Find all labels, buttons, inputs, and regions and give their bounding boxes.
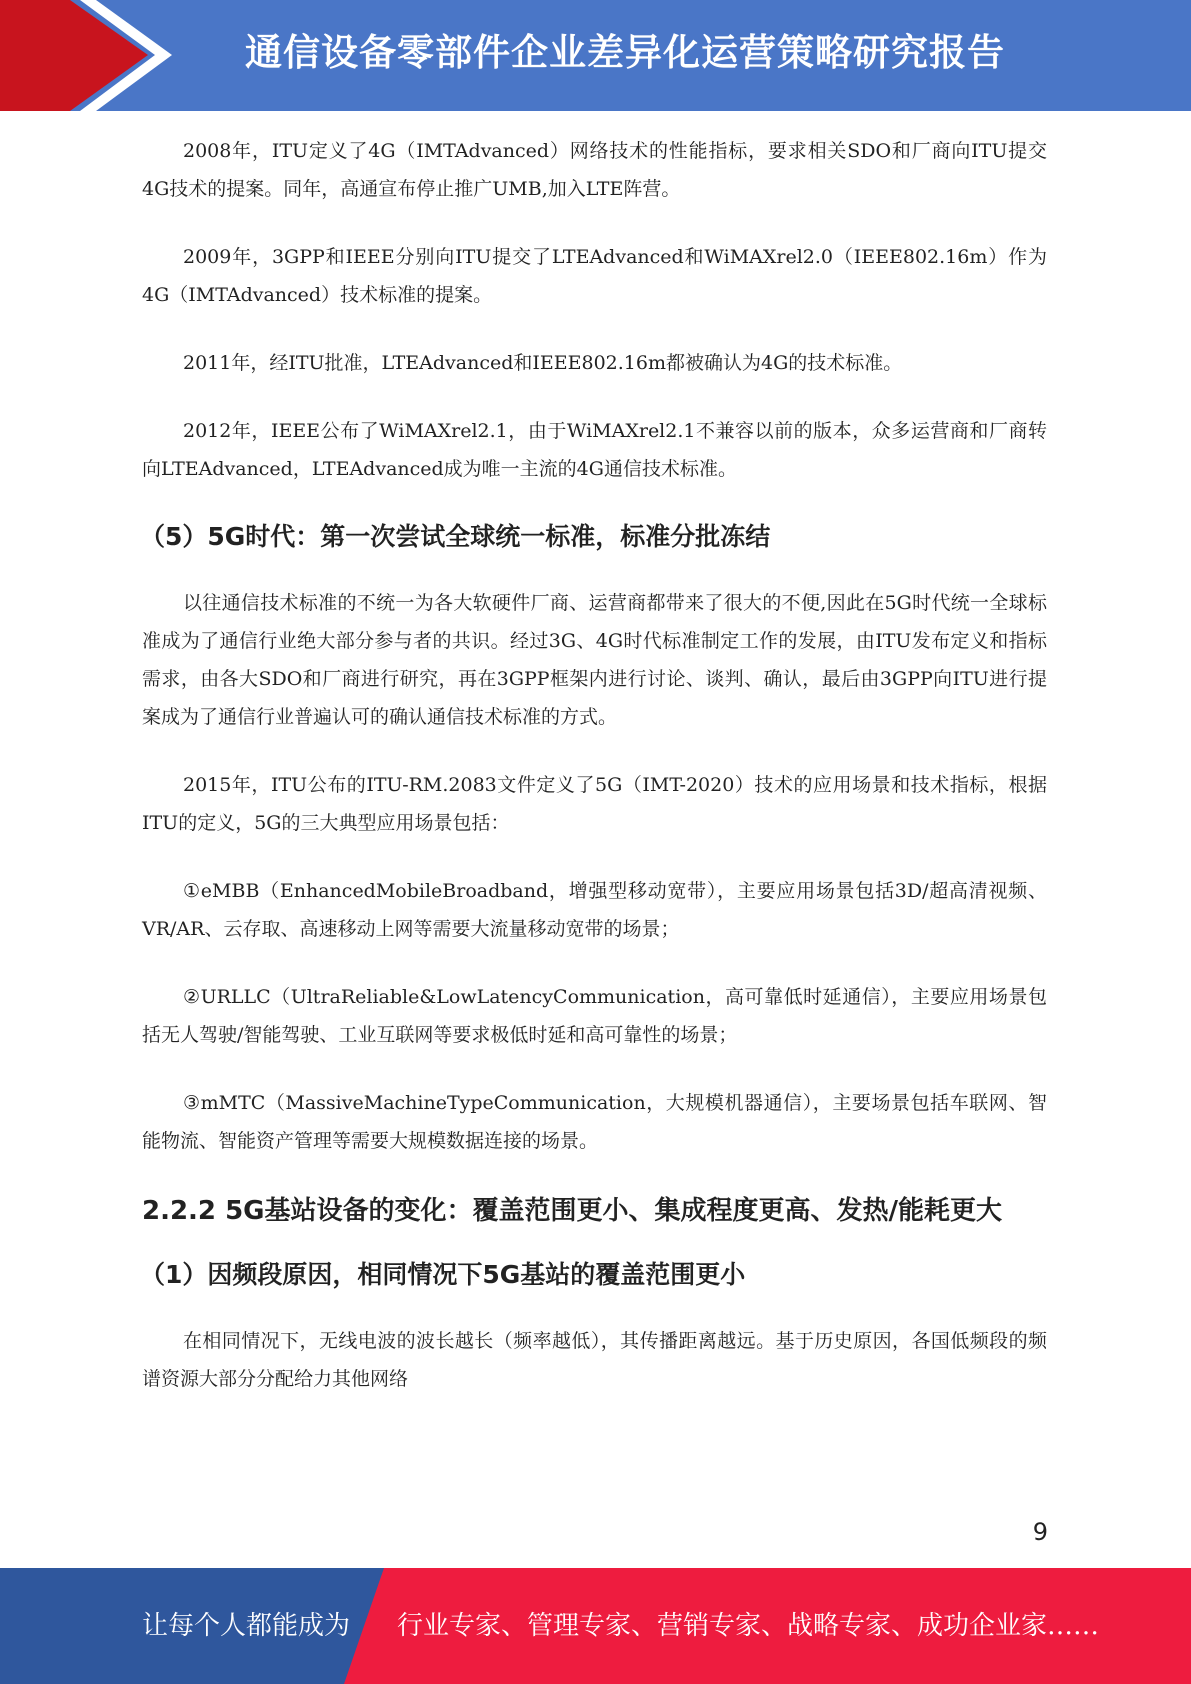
footer-slogan-left: 让每个人都能成为 xyxy=(142,1611,351,1641)
paragraph-urllc: ②URLLC（UltraReliable&LowLatencyCommunication，高可靠低时延通信），主要应用场景包括无人驾驶/智能驾驶、工业互联网等要求极低时延和高可靠性的场景； xyxy=(142,986,1047,1046)
page-footer xyxy=(0,1568,1191,1684)
paragraph-2009: 2009年，3GPP和IEEE分别向ITU提交了LTEAdvanced和WiMAXrel2.0（IEEE802.16m）作为4G（IMTAdvanced）技术标准的提案。 xyxy=(142,246,1047,306)
footer-slogan-right: 行业专家、管理专家、营销专家、战略专家、成功企业家…… xyxy=(397,1611,1100,1641)
heading-5g-era: （5）5G时代：第一次尝试全球统一标准，标准分批冻结 xyxy=(140,522,771,551)
paragraph-2015: 2015年，ITU公布的ITU-RM.2083文件定义了5G（IMT-2020）技术的应用场景和技术指标，根据ITU的定义，5G的三大典型应用场景包括： xyxy=(142,774,1047,834)
paragraph-embb: ①eMBB（EnhancedMobileBroadband，增强型移动宽带），主要应用场景包括3D/超高清视频、VR/AR、云存取、高速移动上网等需要大流量移动宽带的场景； xyxy=(142,880,1047,940)
paragraph-2011: 2011年，经ITU批准，LTEAdvanced和IEEE802.16m都被确认为4G的技术标准。 xyxy=(183,352,903,374)
page-header xyxy=(0,0,1191,111)
paragraph-2008: 2008年，ITU定义了4G（IMTAdvanced）网络技术的性能指标，要求相关SDO和厂商向ITU提交4G技术的提案。同年，高通宣布停止推广UMB,加入LTE阵营。 xyxy=(142,140,1047,200)
page-number: 9 xyxy=(1032,1518,1048,1546)
paragraph-mmtc: ③mMTC（MassiveMachineTypeCommunication，大规模机器通信），主要场景包括车联网、智能物流、智能资产管理等需要大规模数据连接的场景。 xyxy=(142,1092,1047,1152)
paragraph-5g-unification: 以往通信技术标准的不统一为各大软硬件厂商、运营商都带来了很大的不便,因此在5G时代统一全球标准成为了通信行业绝大部分参与者的共识。经过3G、4G时代标准制定工作的发展，由ITU发布定义和指标需求，由各大SDO和厂商进行研究，再在3GPP框架内进行讨论、谈判、确认，最后由3GPP向ITU进行提案成为了通信行业普遍认可的确认通信技术标准的方式。 xyxy=(142,592,1047,728)
page-content xyxy=(142,132,1047,1428)
header-title: 通信设备零部件企业差异化运营策略研究报告 xyxy=(245,31,1005,74)
paragraph-2012: 2012年，IEEE公布了WiMAXrel2.1，由于WiMAXrel2.1不兼容以前的版本，众多运营商和厂商转向LTEAdvanced，LTEAdvanced成为唯一主流的4G通信技术标准。 xyxy=(142,420,1047,480)
paragraph-wavelength: 在相同情况下，无线电波的波长越长（频率越低），其传播距离越远。基于历史原因，各国低频段的频谱资源大部分分配给力其他网络 xyxy=(142,1330,1047,1390)
heading-coverage: （1）因频段原因，相同情况下5G基站的覆盖范围更小 xyxy=(140,1260,746,1289)
heading-section-2-2-2: 2.2.2 5G基站设备的变化：覆盖范围更小、集成程度更高、发热/能耗更大 xyxy=(142,1196,1003,1226)
